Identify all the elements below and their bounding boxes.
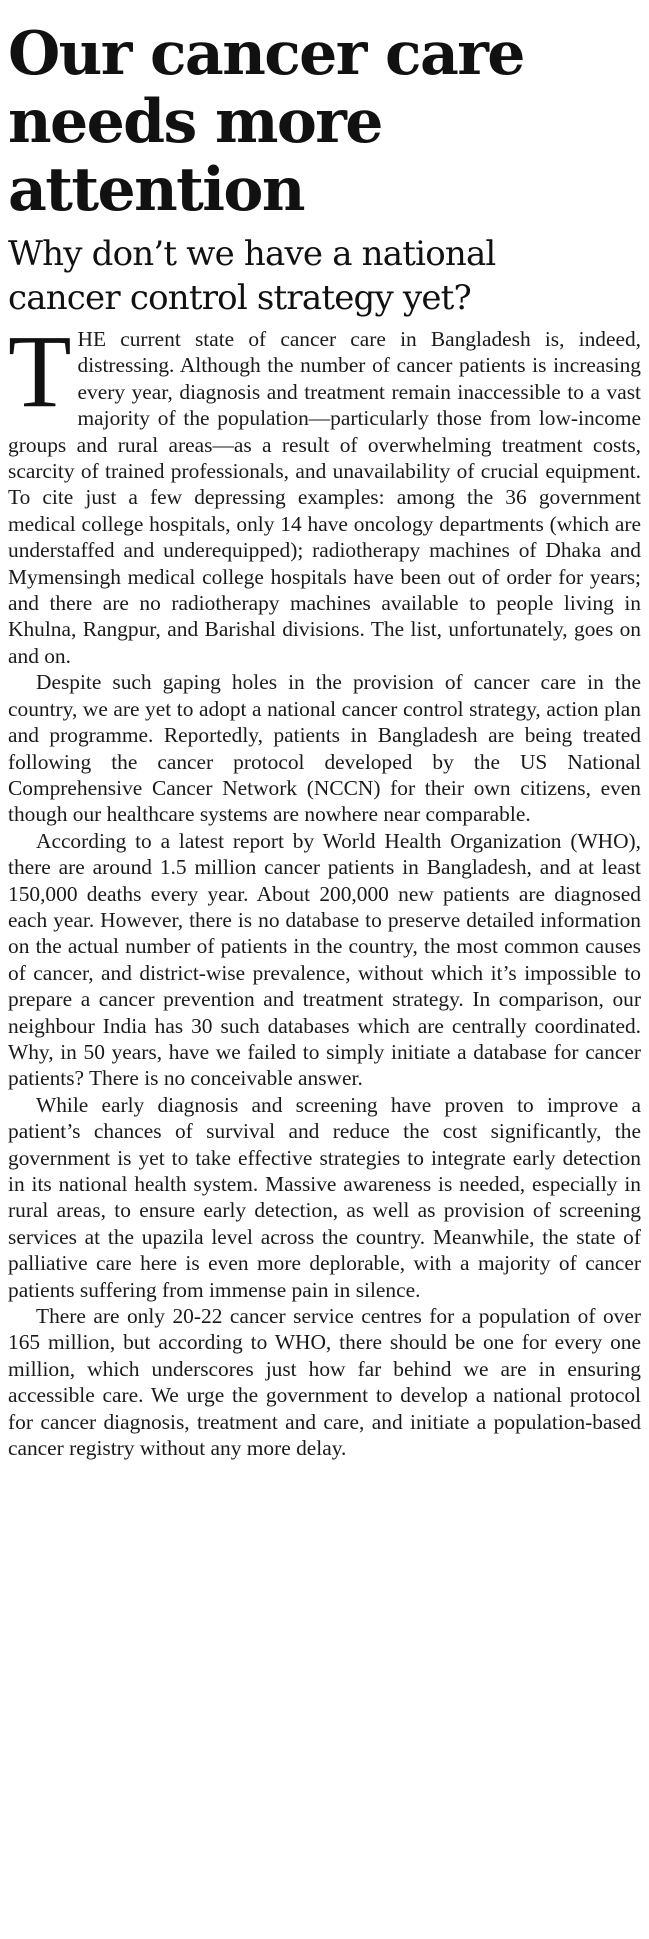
drop-cap: T bbox=[8, 314, 72, 429]
paragraph-3: According to a latest report by World Health Organization (WHO), there are around 1.5 million cancer patients in Bangladesh, and at least 150,000 deaths every year. About 200,000 new patients are diagnosed each year. However, there is no database to preserve detailed information on the actual number of patients in the country, the most common causes of cancer, and district-wise prevalence, without which it’s impossible to prepare a cancer prevention and treatment strategy. In comparison, our neighbour India has 30 such databases which are centrally coordinated. Why, in 50 years, have we failed to simply initiate a database for cancer patients? There is no conceivable answer. bbox=[8, 828, 641, 1091]
paragraph-5: There are only 20-22 cancer service centres for a population of over 165 million, but according to WHO, there should be one for every one million, which underscores just how far behind we are in ensuring accessible care. We urge the government to develop a national protocol for cancer diagnosis, treatment and care, and initiate a population-based cancer registry without any more delay. bbox=[8, 1304, 641, 1461]
subheadline-line-1: Why don’t we have a national bbox=[8, 234, 496, 274]
subheadline bbox=[8, 232, 641, 320]
headline bbox=[8, 20, 641, 224]
paragraph-2: Despite such gaping holes in the provision of cancer care in the country, we are yet to adopt a national cancer control strategy, action plan and programme. Reportedly, patients in Bangladesh are being treated following the cancer protocol developed by the US National Comprehensive Cancer Network (NCCN) for their own citizens, even though our healthcare systems are nowhere near comparable. bbox=[8, 670, 641, 827]
paragraph-1 bbox=[8, 314, 641, 669]
headline-line-1: Our cancer care bbox=[8, 19, 524, 89]
editorial-article bbox=[8, 20, 641, 1461]
subheadline-line-2: cancer control strategy yet? bbox=[8, 278, 471, 318]
paragraph-4: While early diagnosis and screening have proven to improve a patient’s chances of survival and reduce the cost significantly, the government is yet to take effective strategies to integrate early detection in its national health system. Massive awareness is needed, especially in rural areas, to ensure early detection, as well as provision of screening services at the upazila level across the country. Meanwhile, the state of palliative care here is even more deplorable, with a majority of cancer patients suffering from immense pain in silence. bbox=[8, 1092, 641, 1302]
headline-line-3: attention bbox=[8, 155, 304, 225]
paragraph-1-text: HE current state of cancer care in Bangladesh is, indeed, distressing. Although the number of cancer patients is increasing every year, diagnosis and treatment remain inaccessible to a vast majority of the population—particularly those from low-income groups and rural areas—as a result of overwhelming treatment costs, scarcity of trained professionals, and unavailability of crucial equipment. To cite just a few depressing examples: among the 36 government medical college hospitals, only 14 have oncology departments (which are understaffed and underequipped); radiotherapy machines of Dhaka and Mymensingh medical college hospitals have been out of order for years; and there are no radiotherapy machines available to people living in Khulna, Rangpur, and Barishal divisions. The list, unfortunately, goes on and on. bbox=[8, 327, 641, 668]
article-body bbox=[8, 314, 641, 1461]
headline-line-2: needs more bbox=[8, 87, 382, 157]
